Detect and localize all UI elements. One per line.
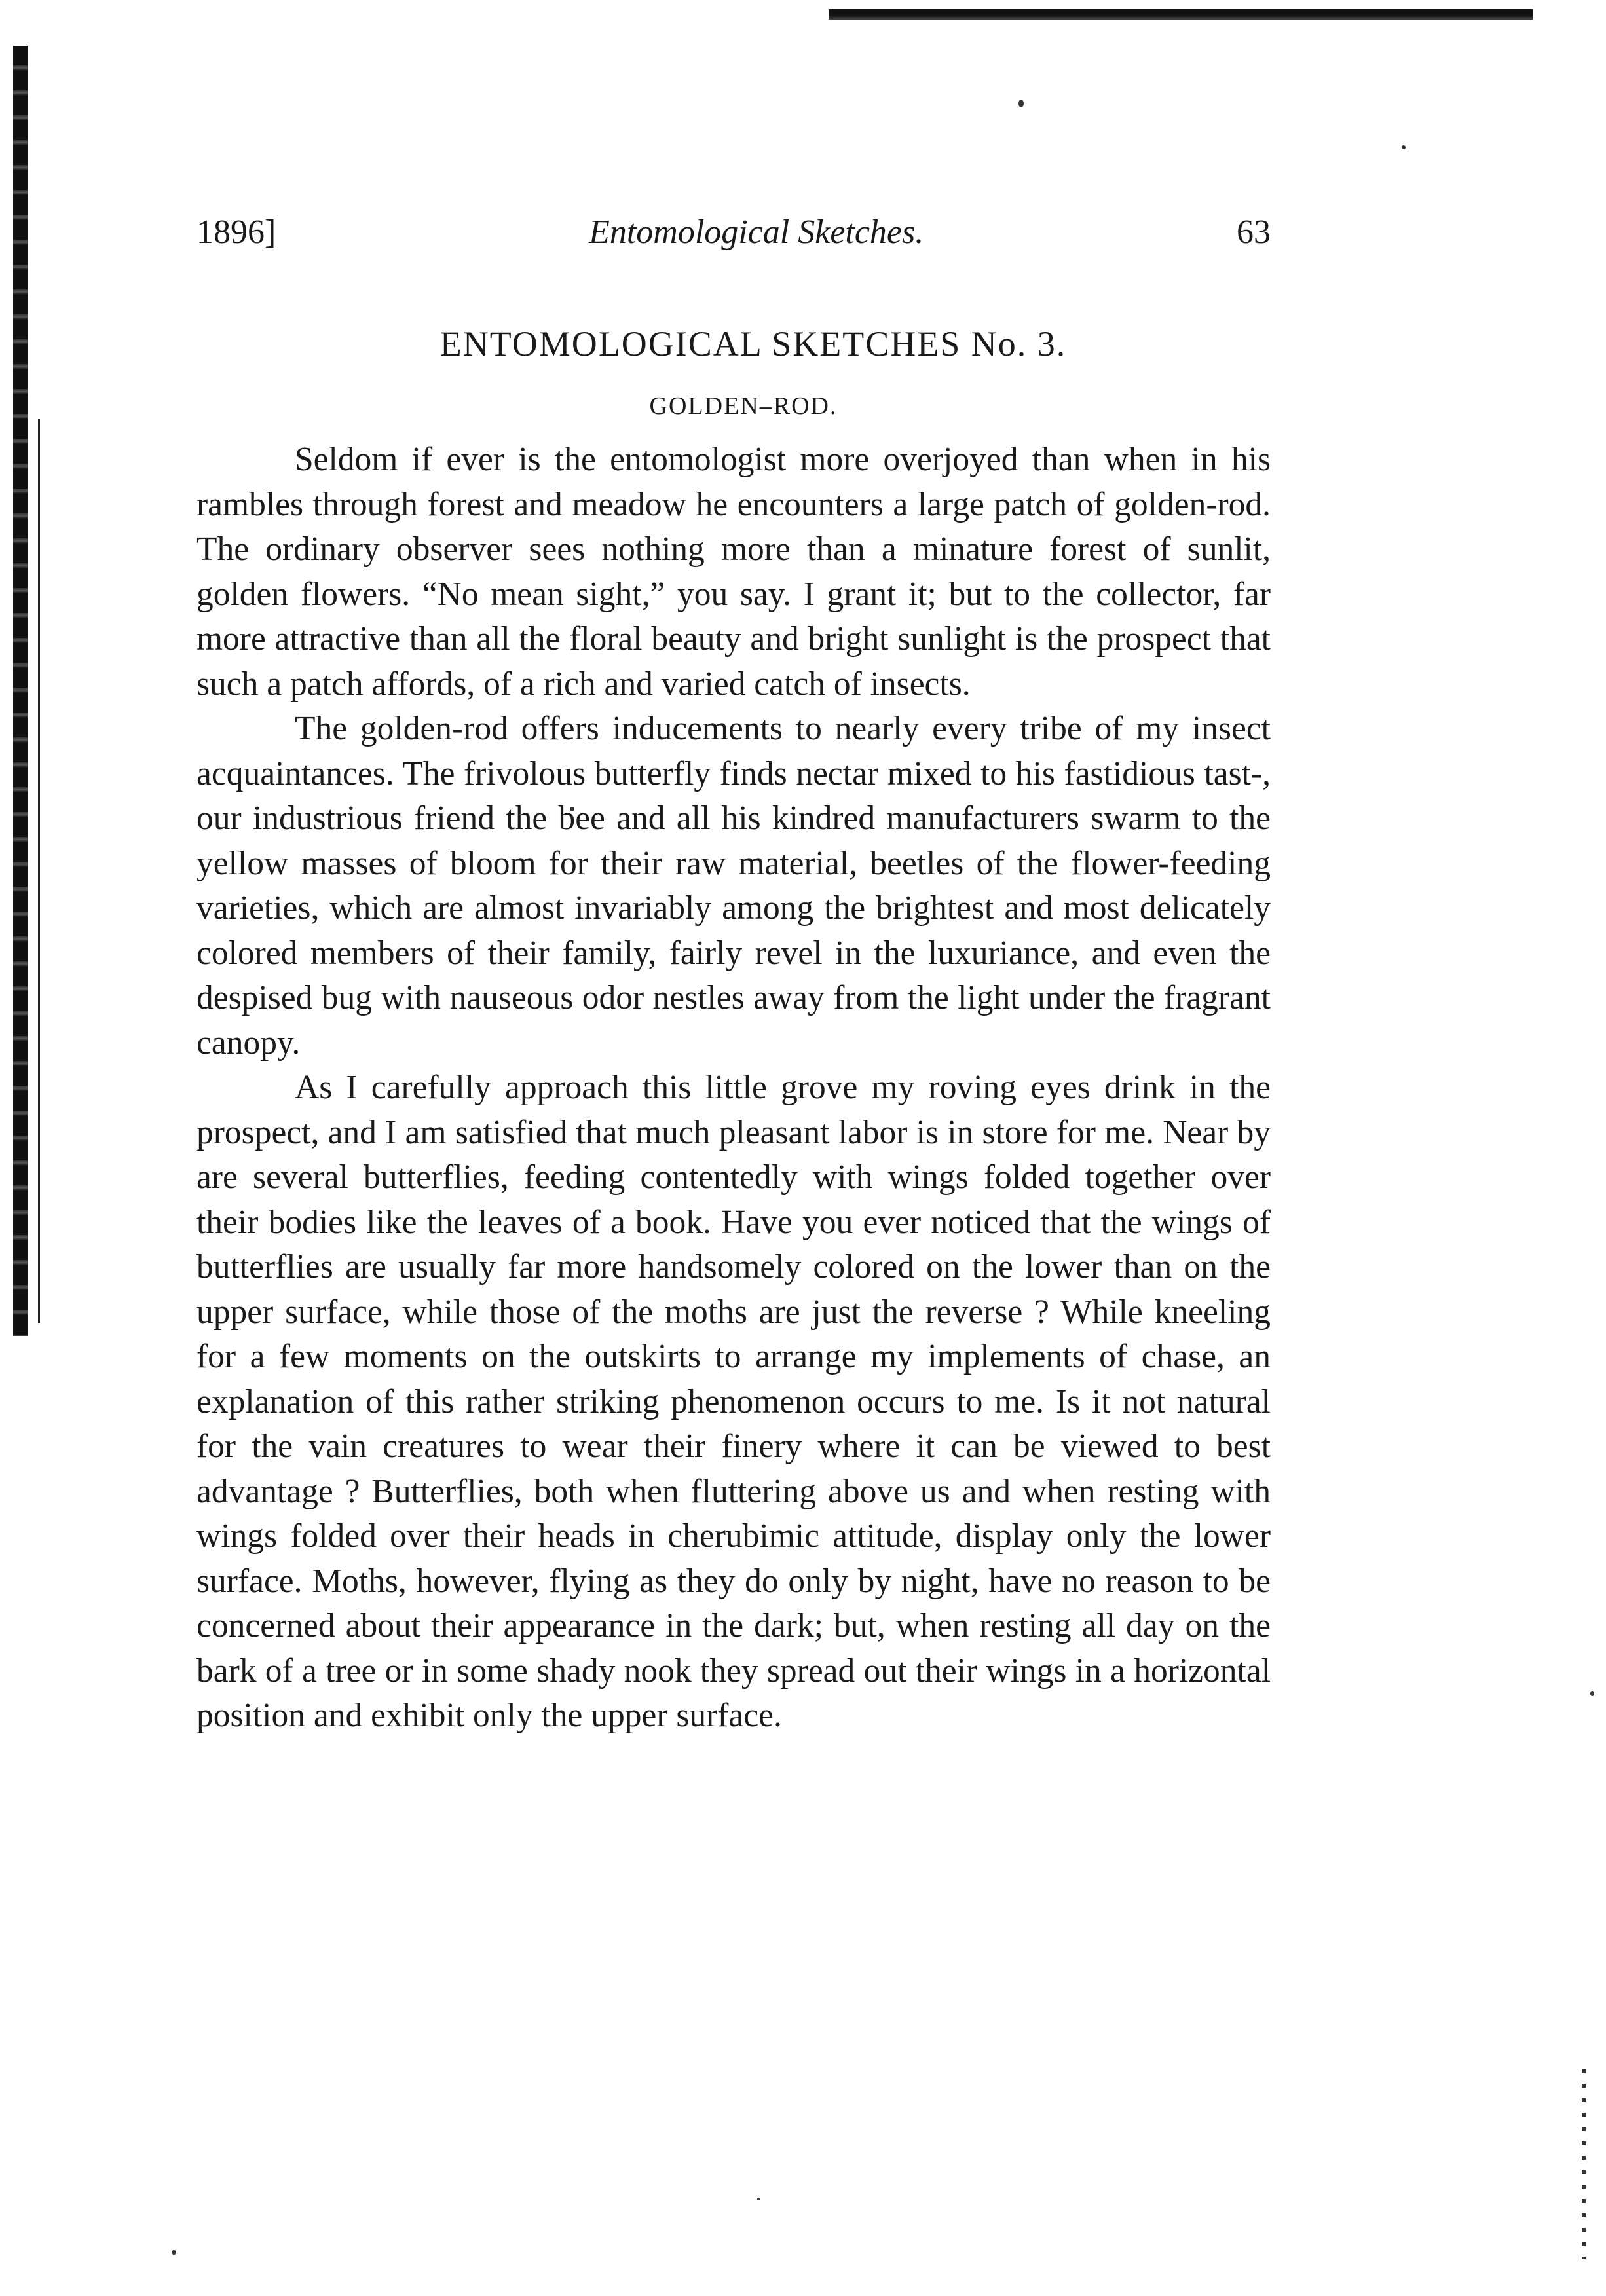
article-title: ENTOMOLOGICAL SKETCHES No. 3.	[439, 324, 1067, 363]
scan-speck	[1018, 100, 1024, 107]
running-header	[196, 210, 1271, 255]
scan-top-edge	[829, 9, 1533, 20]
header-page-number: 63	[1237, 213, 1271, 251]
header-date: 1896]	[196, 213, 276, 251]
paragraph-3: As I carefully approach this little grove my roving eyes drink in the prospect, and I am satisfied that much pleasant labor is in store for me. Near by are several butterflies, feeding contentedly with wings folded together over their bodies like the leaves of a book. Have you ever noticed that the wings of butterflies are usually far more handsomely colored on the lower than on the upper surface, while those of the moths are just the reverse ? While kneeling for a few moments on the outskirts to arrange my implements of chase, an explanation of this rather striking phenomenon occurs to me. Is it not natural for the vain creatures to wear their finery where it can be viewed to best advantage ? Butterflies, both when fluttering above us and when resting with wings folded over their heads in cherubimic attitude, display only the lower surface. Moths, however, flying as they do only by night, have no reason to be concerned about their appearance in the dark; but, when resting all day on the bark of a tree or in some shady nook they spread out their wings in a horizontal position and exhibit only the upper surface.	[196, 1069, 1271, 1734]
paragraph-1: Seldom if ever is the entomologist more overjoyed than when in his rambles through forest and meadow he encounters a large patch of golden-rod. The ordinary observer sees nothing more than a minature forest of sunlit, golden flowers. “No mean sight,” you say. I grant it; but to the collector, far more attractive than all the floral beauty and bright sunlight is the prospect that such a patch affords, of a rich and varied catch of insects.	[196, 441, 1271, 703]
header-journal-title: Entomological Sketches.	[589, 213, 924, 251]
scan-speck	[1590, 1691, 1594, 1696]
scan-binding-line	[38, 419, 40, 1323]
scan-speck	[1402, 145, 1406, 149]
scan-binding-edge	[13, 46, 28, 1336]
scan-speck	[172, 2250, 176, 2255]
page-content	[196, 210, 1271, 1739]
article-subtitle: GOLDEN–ROD.	[649, 392, 838, 420]
paragraph-2: The golden-rod offers inducements to nearly every tribe of my insect acquaintances. The frivolous butterfly finds nectar mixed to his fastidious tast‑, our industrious friend the bee and all his kindred manufacturers swarm to the yellow masses of bloom for their raw material, beetles of the flower-feeding varieties, which are almost invariably among the brightest and most delicately colored members of their family, fairly revel in the luxuriance, and even the despised bug with nauseous odor nestles away from the light under the fragrant canopy.	[196, 710, 1271, 1062]
scan-right-edge-specks	[1582, 2069, 1586, 2259]
scan-speck	[757, 2198, 760, 2200]
